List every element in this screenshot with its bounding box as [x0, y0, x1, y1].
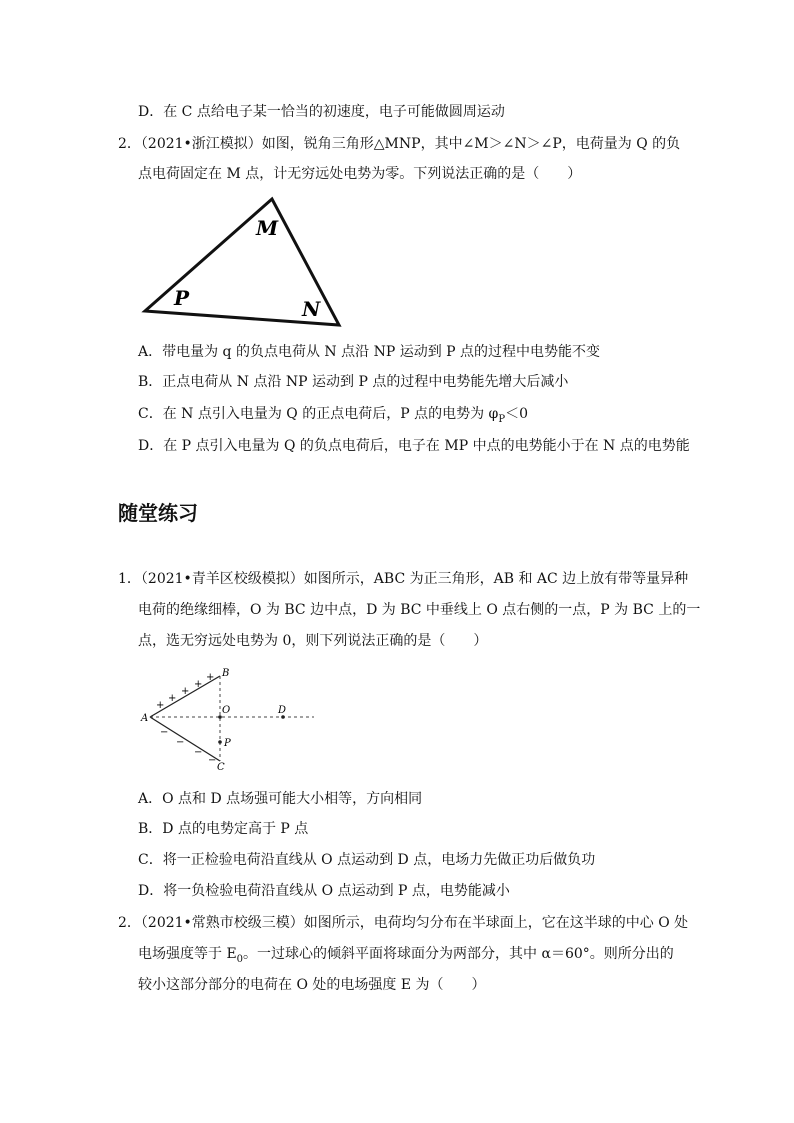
plus-sign: +	[168, 693, 177, 704]
plus-sign: +	[181, 686, 190, 697]
q2-option-a: A．带电量为 q 的负点电荷从 N 点沿 NP 运动到 P 点的过程中电势能不变	[138, 344, 601, 360]
triangle-mnp-figure	[138, 192, 348, 328]
minus-sign: −	[208, 755, 217, 766]
p2-stem-line2	[138, 944, 674, 970]
plus-sign: +	[206, 672, 215, 683]
label-p: P	[174, 286, 190, 310]
p2-stem-line1: 2．（2021•常熟市校级三模）如图所示，电荷均匀分布在半球面上，它在这半球的中心 O 处	[118, 915, 689, 931]
minus-sign: −	[160, 727, 169, 738]
q2-option-c-text: C．在 N 点引入电量为 Q 的正点电荷后，P 点的电势为 φ	[138, 406, 499, 422]
label-m: M	[256, 216, 279, 240]
q2-stem-line2: 点电荷固定在 M 点，计无穷远处电势为零。下列说法正确的是（ ）	[138, 166, 582, 182]
p1-stem-line3: 点，选无穷远处电势为 0，则下列说法正确的是（ ）	[138, 633, 488, 649]
q2-option-d: D．在 P 点引入电量为 Q 的负点电荷后，电子在 MP 中点的电势能小于在 N 点的电势能	[138, 438, 690, 454]
p2-stem-line2-tail: 。一过球心的倾斜平面将球面分为两部分，其中 α＝60°。则所分出的	[243, 946, 674, 962]
q2-option-c-sub: P	[498, 413, 506, 425]
p2-stem-line2-text: 电场强度等于 E	[138, 946, 237, 962]
label-p: P	[224, 738, 231, 749]
minus-sign: −	[194, 747, 203, 758]
label-b: B	[222, 668, 230, 679]
p1-option-d: D．将一负检验电荷沿直线从 O 点运动到 P 点，电势能减小	[138, 883, 510, 899]
q2-option-b: B．正点电荷从 N 点沿 NP 运动到 P 点的过程中电势能先增大后减小	[138, 374, 569, 390]
p2-stem-line3: 较小这部分部分的电荷在 O 处的电场强度 E 为（ ）	[138, 977, 486, 993]
label-d: D	[278, 705, 287, 716]
prev-option-d: D．在 C 点给电子某一恰当的初速度，电子可能做圆周运动	[138, 104, 505, 120]
p1-option-b: B．D 点的电势定高于 P 点	[138, 821, 309, 837]
abc-charge-figure	[138, 664, 318, 774]
p1-option-c: C．将一正检验电荷沿直线从 O 点运动到 D 点，电场力先做正功后做负功	[138, 852, 596, 868]
section-title: 随堂练习	[118, 501, 198, 525]
p2-stem-line2-sub: 0	[236, 953, 244, 965]
q2-option-c-tail: ＜0	[505, 406, 529, 422]
q2-option-c	[138, 404, 528, 430]
minus-sign: −	[176, 737, 185, 748]
plus-sign: +	[194, 679, 203, 690]
label-a: A	[141, 713, 149, 724]
q2-stem-line1: 2．（2021•浙江模拟）如图，锐角三角形△MNP，其中∠M＞∠N＞∠P，电荷量为 Q 的负	[118, 136, 681, 152]
label-c: C	[217, 762, 225, 773]
label-n: N	[302, 297, 321, 321]
plus-sign: +	[156, 700, 165, 711]
p1-stem-line1: 1．（2021•青羊区校级模拟）如图所示，ABC 为正三角形，AB 和 AC 边上放有带等量异种	[118, 571, 689, 587]
p1-stem-line2: 电荷的绝缘细棒，O 为 BC 边中点，D 为 BC 中垂线上 O 点右侧的一点，P 为 BC 上的一	[138, 602, 701, 618]
label-o: O	[222, 705, 231, 716]
p1-option-a: A．O 点和 D 点场强可能大小相等，方向相同	[138, 791, 423, 807]
